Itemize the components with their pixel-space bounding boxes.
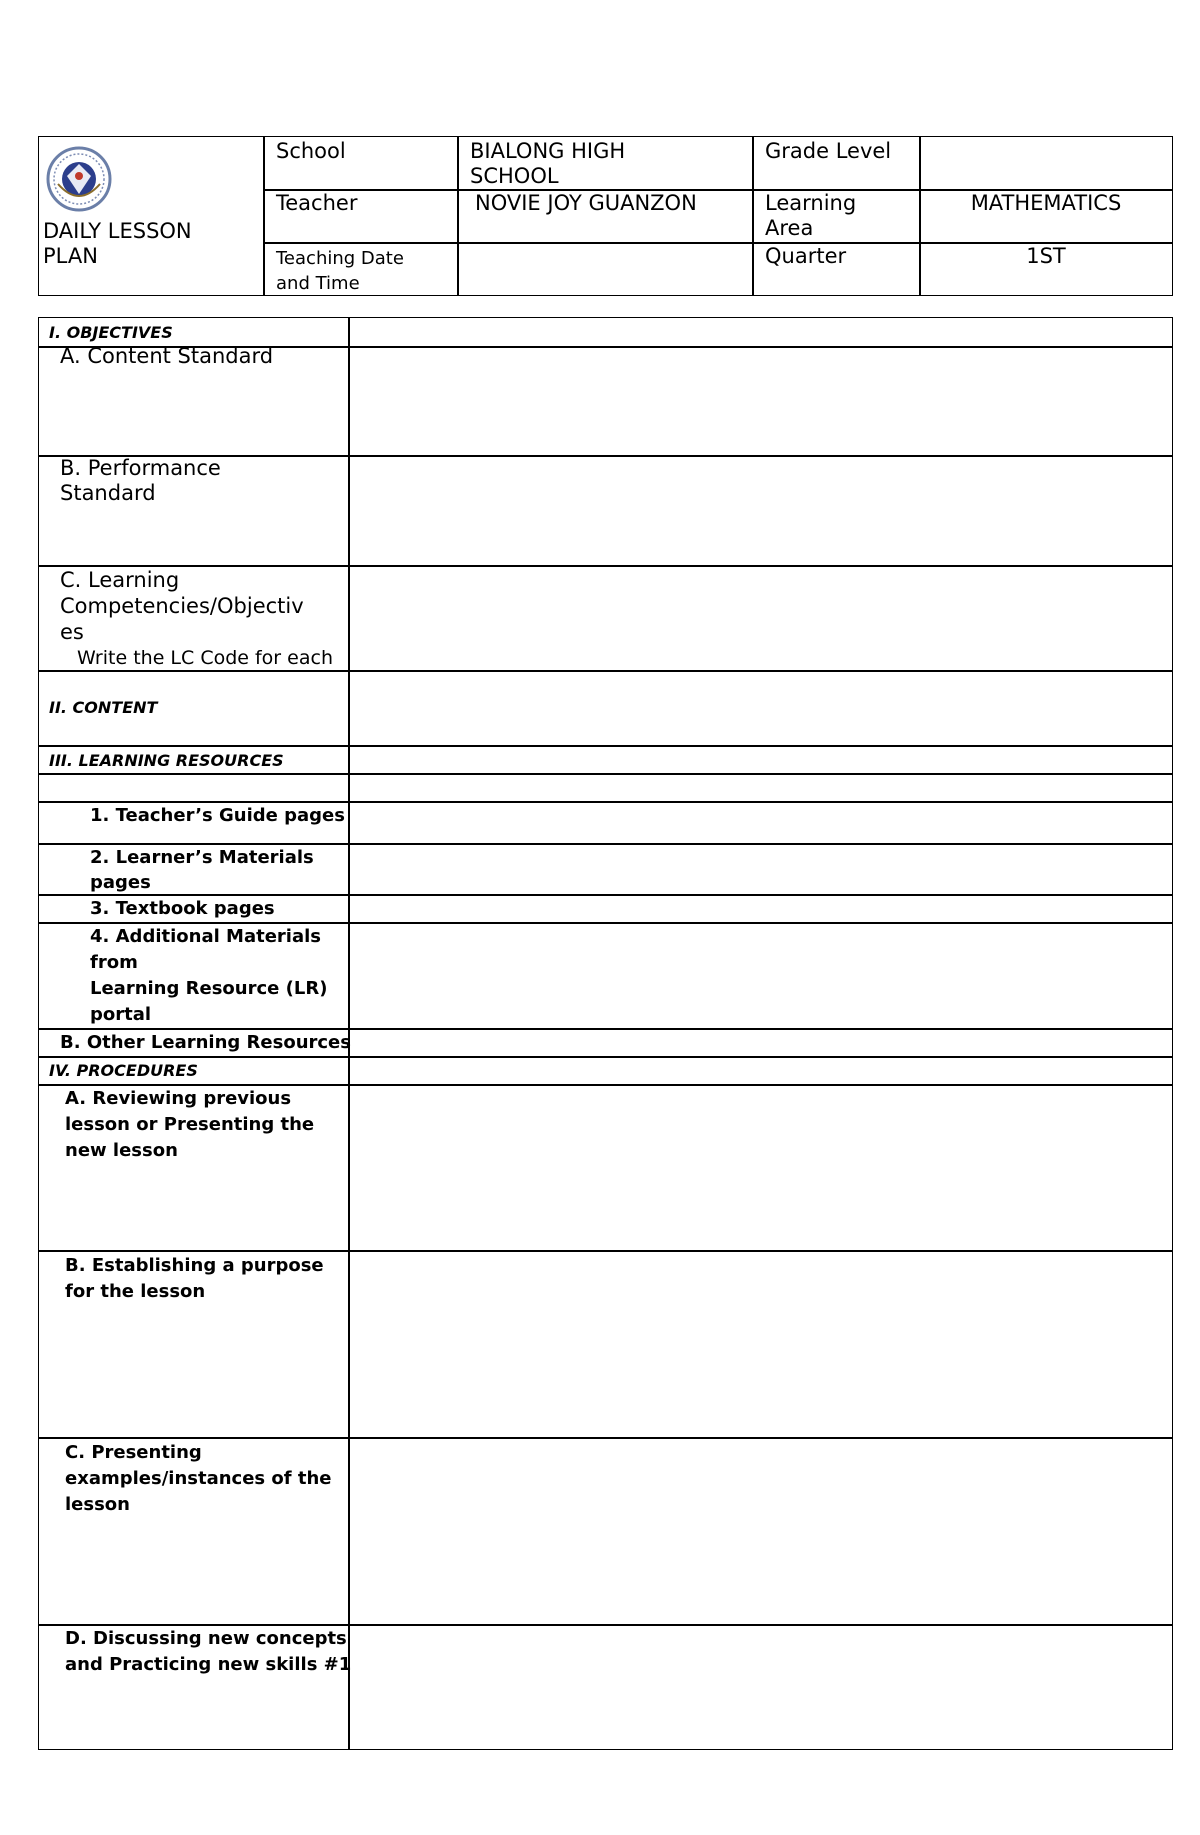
procedures-heading: IV. PROCEDURES [49, 1061, 198, 1080]
school-label: School [276, 139, 346, 163]
other-resources-label: B. Other Learning Resources [60, 1032, 351, 1053]
procedure-d-label: D. Discussing new concepts and Practicing new skills #1 [65, 1628, 352, 1675]
grade-level-value [921, 137, 1171, 141]
performance-standard-label: B. Performance Standard [60, 456, 221, 505]
grade-level-label: Grade Level [765, 139, 892, 163]
textbook-label: 3. Textbook pages [90, 898, 275, 919]
procedure-c-label: C. Presenting examples/instances of the lesson [65, 1442, 332, 1515]
learning-competencies-label: C. Learning Competencies/Objectiv es Write the LC Code for each [60, 568, 333, 669]
learners-materials-label: 2. Learner’s Materials pages [90, 847, 314, 893]
teaching-date-value [459, 244, 752, 248]
learning-area-label: Learning Area [765, 191, 857, 240]
teaching-date-label: Teaching Date and Time [276, 248, 404, 294]
plan-title: DAILY LESSON PLAN [43, 219, 192, 268]
quarter-label: Quarter [765, 244, 847, 268]
school-value: BIALONG HIGH SCHOOL [470, 139, 626, 188]
teacher-label: Teacher [276, 191, 358, 215]
learning-resources-heading: III. LEARNING RESOURCES [49, 751, 284, 770]
additional-materials-label: 4. Additional Materials from Learning Resource (LR) portal [90, 926, 328, 1025]
content-standard-label: A. Content Standard [60, 344, 274, 368]
content-heading: II. CONTENT [49, 698, 158, 717]
teacher-value: NOVIE JOY GUANZON [475, 191, 697, 215]
lesson-plan-table [38, 317, 1173, 1750]
objectives-heading: I. OBJECTIVES [49, 323, 173, 342]
quarter-value: 1ST [1026, 244, 1066, 268]
procedure-a-label: A. Reviewing previous lesson or Presenting the new lesson [65, 1088, 315, 1161]
learning-area-value: MATHEMATICS [970, 191, 1122, 215]
teachers-guide-label: 1. Teacher’s Guide pages [90, 805, 345, 826]
header-table [38, 136, 1173, 296]
procedure-b-label: B. Establishing a purpose for the lesson [65, 1255, 324, 1302]
